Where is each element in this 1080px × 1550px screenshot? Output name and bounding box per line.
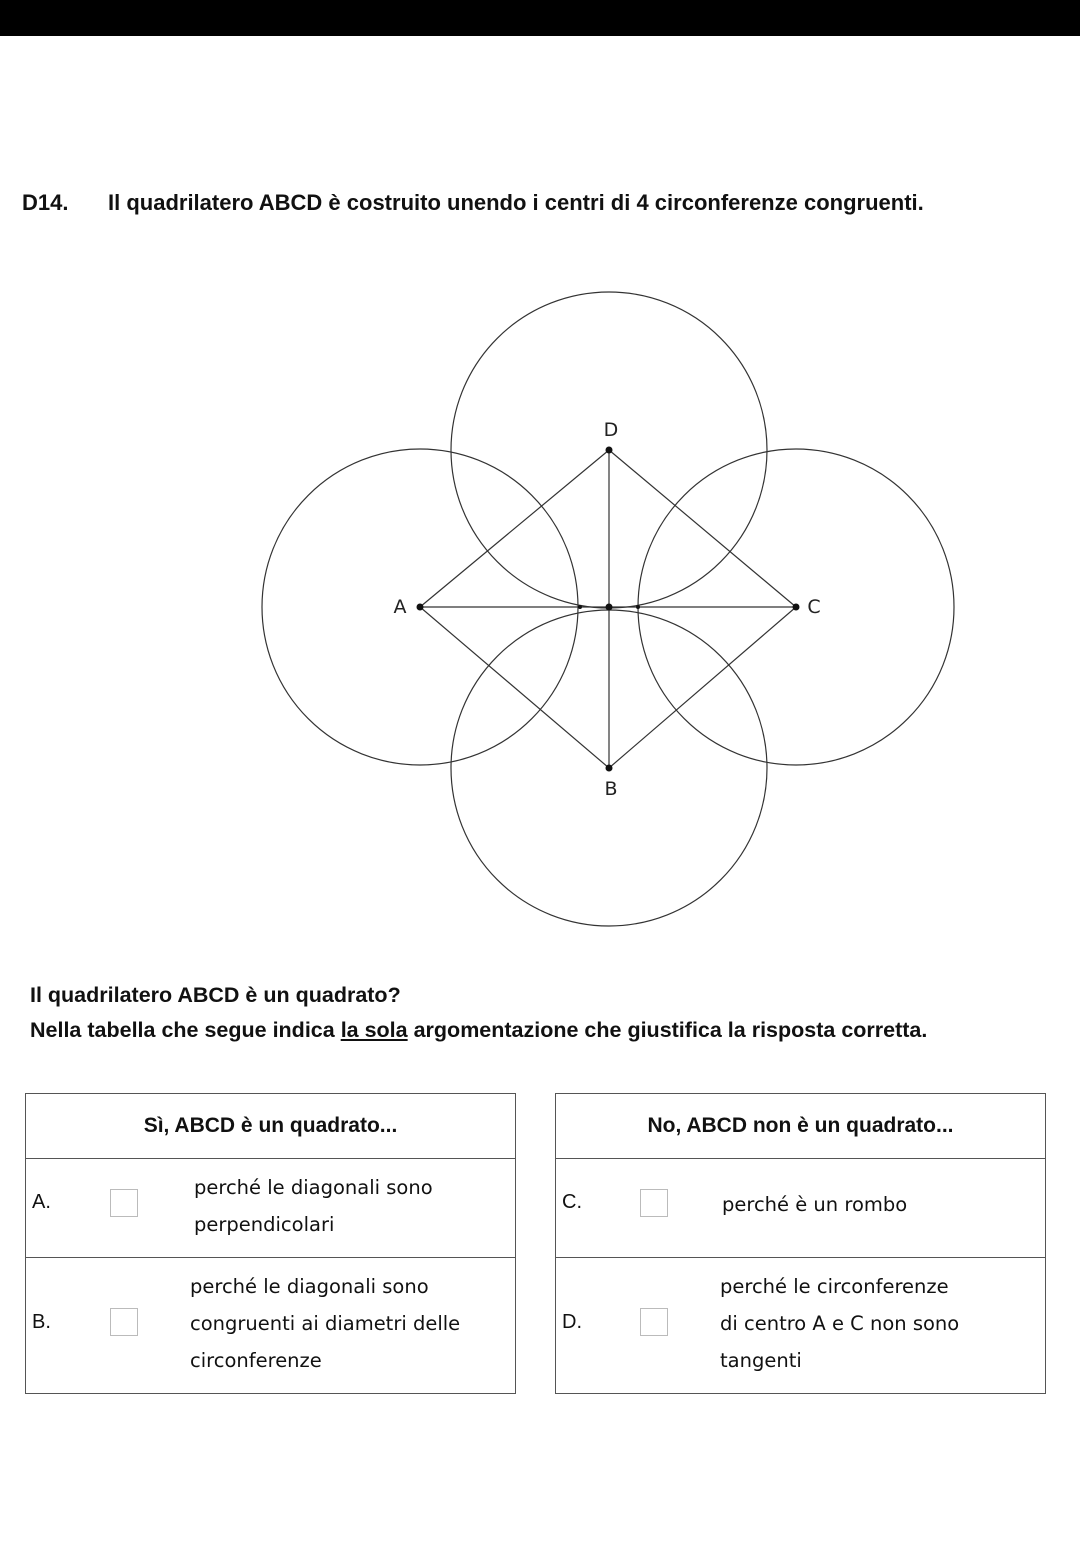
option-a-text-line1: perché le diagonali sono — [194, 1176, 433, 1199]
point-d — [606, 447, 613, 454]
circle-right — [638, 449, 954, 765]
prompt-instruction-end: argomentazione che giustifica la risposta corretta. — [407, 1018, 928, 1042]
option-a-checkbox[interactable] — [110, 1189, 138, 1217]
option-b-text-line3: circonferenze — [190, 1349, 322, 1372]
option-a-text — [194, 1169, 433, 1243]
side-dc — [609, 450, 796, 607]
point-tangent-left — [578, 605, 582, 609]
option-b-row — [26, 1258, 515, 1393]
option-a-row — [26, 1159, 515, 1258]
option-d-text-line2: di centro A e C non sono — [720, 1312, 960, 1335]
side-da — [420, 450, 609, 607]
circle-left — [262, 449, 578, 765]
option-b-checkbox[interactable] — [110, 1308, 138, 1336]
point-tangent-right — [636, 605, 640, 609]
table-no — [555, 1093, 1046, 1394]
label-b: B — [604, 778, 618, 800]
option-d-text — [720, 1268, 959, 1379]
prompt-instruction-start: Nella tabella che segue indica — [30, 1018, 341, 1042]
prompt-instruction-underlined: la sola — [340, 1018, 408, 1042]
side-ab — [420, 607, 609, 768]
option-c-letter: C. — [562, 1191, 582, 1213]
table-yes — [25, 1093, 516, 1394]
prompt-instruction — [30, 1018, 927, 1043]
option-d-row — [556, 1258, 1045, 1393]
label-c: C — [807, 596, 821, 618]
table-yes-header: Sì, ABCD è un quadrato... — [26, 1094, 515, 1159]
top-bar — [0, 0, 1080, 36]
question-text: Il quadrilatero ABCD è costruito unendo i centri di 4 circonferenze congruenti. — [108, 190, 924, 215]
prompt-question: Il quadrilatero ABCD è un quadrato? — [30, 983, 401, 1007]
option-c-text-line1: perché è un rombo — [722, 1193, 908, 1216]
option-a-text-line2: perpendicolari — [194, 1213, 335, 1236]
circle-bottom — [451, 610, 767, 926]
point-center — [606, 604, 613, 611]
option-d-checkbox[interactable] — [640, 1308, 668, 1336]
option-d-text-line3: tangenti — [720, 1349, 802, 1372]
label-a: A — [393, 596, 407, 618]
option-d-letter: D. — [562, 1311, 582, 1333]
option-b-text-line1: perché le diagonali sono — [190, 1275, 429, 1298]
question-number: D14. — [22, 190, 69, 215]
option-b-letter: B. — [32, 1311, 51, 1333]
point-c — [793, 604, 800, 611]
option-b-text-line2: congruenti ai diametri delle — [190, 1312, 461, 1335]
point-b — [606, 765, 613, 772]
option-c-checkbox[interactable] — [640, 1189, 668, 1217]
label-d: D — [603, 419, 619, 441]
option-d-text-line1: perché le circonferenze — [720, 1275, 949, 1298]
point-a — [417, 604, 424, 611]
table-no-header: No, ABCD non è un quadrato... — [556, 1094, 1045, 1159]
option-c-text — [722, 1186, 907, 1223]
circle-top — [451, 292, 767, 608]
option-a-letter: A. — [32, 1191, 51, 1213]
option-c-row — [556, 1159, 1045, 1258]
option-b-text — [190, 1268, 460, 1379]
side-cb — [609, 607, 796, 768]
